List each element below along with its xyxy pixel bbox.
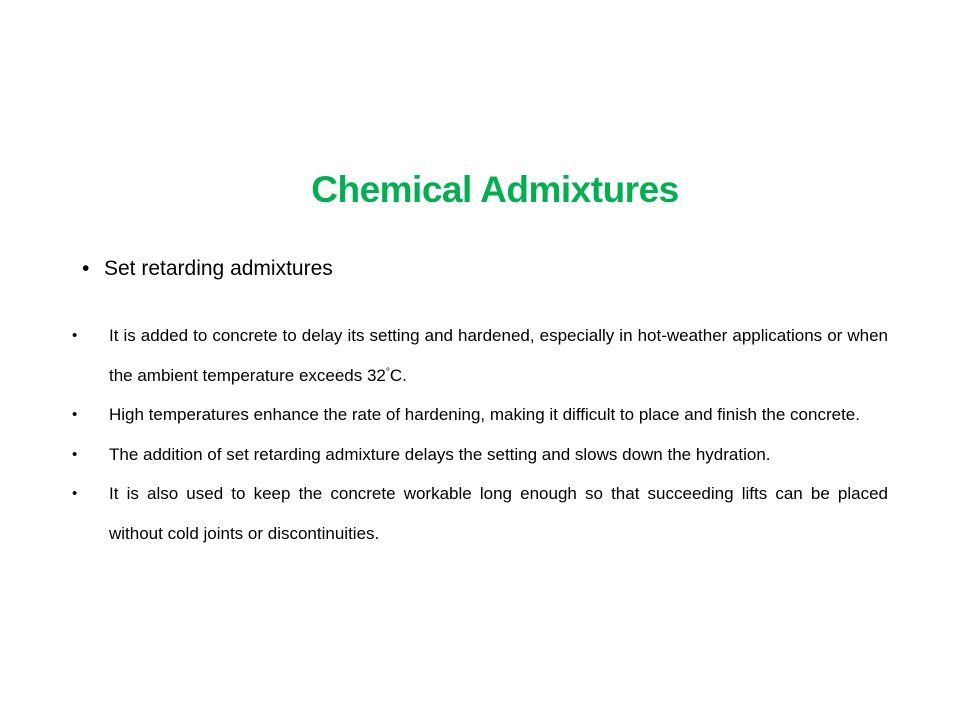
list-item-text: The addition of set retarding admixture delays the setting and slows down the hydration. (109, 444, 771, 464)
subheading (82, 255, 333, 283)
bullet-icon: • (72, 406, 78, 423)
list-item-text: It is also used to keep the concrete workable long enough so that succeeding lifts can be placed without cold joints or discontinuities. (109, 484, 888, 543)
degree-symbol: ° (385, 366, 390, 378)
list-item-text: It is added to concrete to delay its setting and hardened, especially in hot-weather applications or when the ambient temperature exceeds 32°C. (109, 326, 888, 385)
list-item (72, 474, 888, 553)
bullet-icon: • (72, 445, 78, 463)
bullet-list (72, 316, 888, 553)
slide-title: Chemical Admixtures (311, 169, 679, 210)
bullet-icon: • (72, 327, 78, 344)
bullet-icon: • (72, 485, 78, 502)
list-item (72, 395, 888, 435)
subheading-text: Set retarding admixtures (104, 257, 333, 280)
bullet-icon: • (82, 257, 90, 280)
list-item (72, 316, 888, 395)
list-item-text: High temperatures enhance the rate of hardening, making it difficult to place and finish the concrete. (109, 405, 860, 424)
list-item (72, 435, 888, 475)
